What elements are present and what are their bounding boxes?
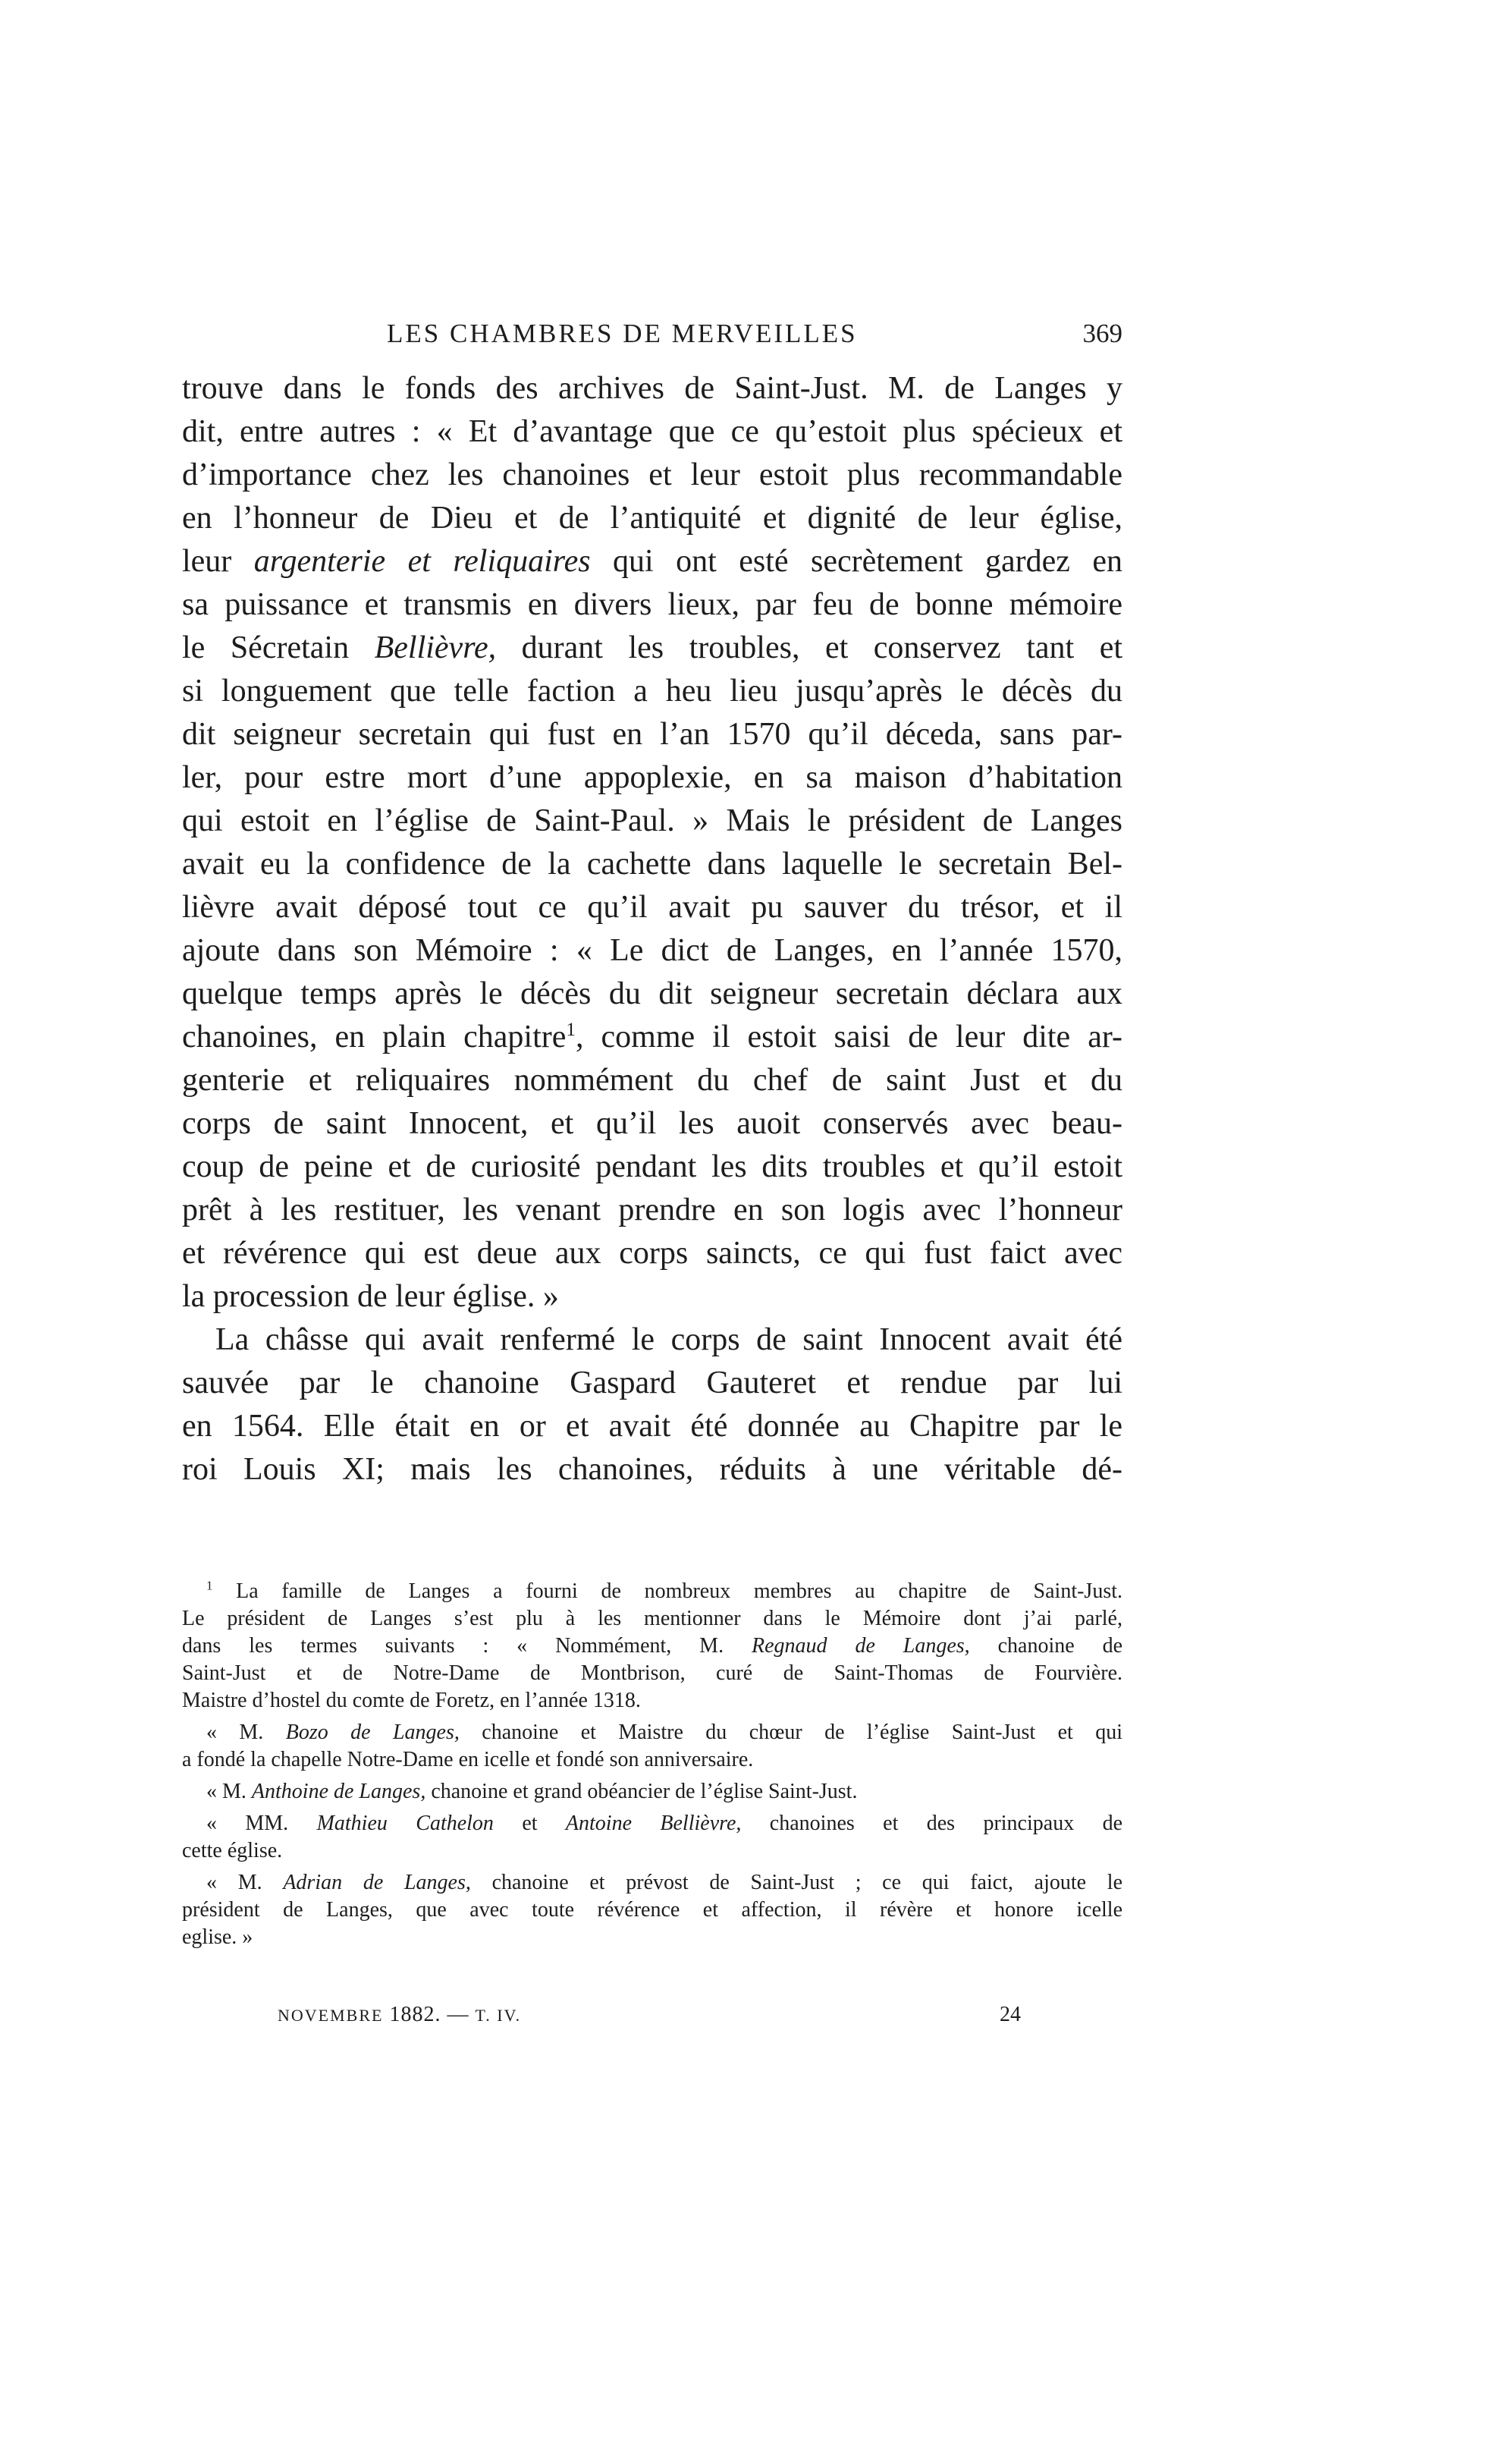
text-line: si longuement que telle faction a heu lieu jusqu’après le décès du [182,674,1122,709]
text-line: la procession de leur église. » [182,1279,559,1314]
text-fragment: « M. [206,1871,284,1894]
text-line: sa puissance et transmis en divers lieux, par feu de bonne mémoire [182,587,1122,622]
text-fragment: « M. [206,1721,286,1744]
text-fragment: chanoines et des principaux de [741,1812,1122,1835]
footnote-line [182,1869,1122,1897]
italic-name: Mathieu Cathelon [316,1812,494,1835]
text-fragment: chanoine de [969,1634,1122,1658]
text-line: ajoute dans son Mémoire : « Le dict de Langes, en l’année 1570, [182,933,1122,968]
italic-name: Regnaud de Langes, [752,1634,970,1658]
footnote-line [182,1810,1122,1837]
footnote-line [182,1578,1122,1605]
italic-phrase: argenterie et reliquaires [253,544,591,579]
text-fragment: qui ont esté secrètement gardez en [590,544,1122,579]
text-line: genterie et reliquaires nommément du chef de saint Just et du [182,1063,1122,1098]
text-line: lièvre avait déposé tout ce qu’il avait pu sauver du trésor, et il [182,890,1122,925]
page-number: 369 [1082,319,1122,348]
text-line: dit, entre autres : « Et d’avantage que ce qu’estoit plus spécieux et [182,414,1122,449]
text-fragment: leur [182,544,254,579]
signature-tome: T. IV. [475,2006,522,2025]
footnote-line: cette église. [182,1839,283,1862]
italic-name: Anthoine de Langes, [251,1780,426,1803]
footnote-line [182,1719,1122,1746]
footnotes [182,1578,1122,1951]
text-line: trouve dans le fonds des archives de Saint-Just. M. de Langes y [182,371,1122,406]
footnote-line [182,1778,1122,1806]
text-line: et révérence qui est deue aux corps saincts, ce qui fust faict avec [182,1236,1122,1271]
footnote-line [182,1633,1122,1660]
text-fragment: le Sécretain [182,630,375,665]
text-line: d’importance chez les chanoines et leur estoit plus recommandable [182,457,1122,492]
sheet-number: 24 [1000,2003,1021,2026]
running-title: LES CHAMBRES DE MERVEILLES [387,319,858,348]
text-fragment: durant les troubles, et conservez tant et [496,630,1122,665]
text-line [182,1016,1122,1059]
text-line [182,540,1122,583]
italic-name: Bellièvre, [374,630,497,665]
page-footer [182,2003,1122,2033]
italic-name: Antoine Bellièvre, [565,1812,742,1835]
text-fragment: et [493,1812,566,1835]
text-line: en l’honneur de Dieu et de l’antiquité et dignité de leur église, [182,501,1122,536]
text-fragment: chanoine et grand obéancier de l’église Saint-Just. [425,1780,858,1803]
text-fragment: « MM. [206,1812,317,1835]
italic-name: Bozo de Langes, [285,1721,460,1744]
italic-name: Adrian de Langes, [283,1871,471,1894]
signature-month: NOVEMBRE [278,2006,384,2025]
text-line: avait eu la confidence de la cachette dans laquelle le secretain Bel- [182,847,1122,882]
text-line: en 1564. Elle était en or et avait été donnée au Chapitre par le [182,1409,1122,1444]
text-line: corps de saint Innocent, et qu’il les auoit conservés avec beau- [182,1106,1122,1141]
text-fragment: chanoines, en plain chapitre [182,1020,567,1054]
text-line: qui estoit en l’église de Saint-Paul. » Mais le président de Langes [182,803,1122,838]
footnote-marker: 1 [566,1020,576,1040]
text-line: quelque temps après le décès du dit seigneur secretain déclara aux [182,976,1122,1011]
footnote-line: eglise. » [182,1925,253,1949]
text-line: ler, pour estre mort d’une appoplexie, en sa maison d’habitation [182,760,1122,795]
text-line: La châsse qui avait renfermé le corps de saint Innocent avait été [215,1322,1122,1357]
signature-year: 1882. — [383,2003,476,2026]
footnote-line: a fondé la chapelle Notre-Dame en icelle et fondé son anniversaire. [182,1748,754,1771]
text-fragment: chanoine et prévost de Saint-Just ; ce qui faict, ajoute le [470,1871,1122,1894]
footnote-line: Saint-Just et de Notre-Dame de Montbrison, curé de Saint-Thomas de Fourvière. [182,1661,1122,1685]
running-head [182,319,1122,357]
signature-line [278,2003,521,2027]
text-line: sauvée par le chanoine Gaspard Gauteret et rendue par lui [182,1366,1122,1400]
footnote-line: Maistre d’hostel du comte de Foretz, en l’année 1318. [182,1689,641,1712]
text-fragment: « M. [206,1780,252,1803]
text-fragment: , comme il estoit saisi de leur dite ar- [575,1020,1122,1054]
text-line: dit seigneur secretain qui fust en l’an 1570 qu’il déceda, sans par- [182,717,1122,752]
text-line: prêt à les restituer, les venant prendre en son logis avec l’honneur [182,1193,1122,1227]
footnote-line: Le président de Langes s’est plu à les mentionner dans le Mémoire dont j’ai parlé, [182,1607,1122,1630]
body-text [182,367,1122,1491]
footnote-number: 1 [206,1578,213,1593]
text-fragment: chanoine et Maistre du chœur de l’église Saint-Just et qui [459,1721,1122,1744]
book-page [182,0,1122,2464]
text-fragment: La famille de Langes a fourni de nombreux membres au chapitre de Saint-Just. [212,1579,1122,1603]
text-line: roi Louis XI; mais les chanoines, réduits à une véritable dé- [182,1452,1122,1487]
text-line: coup de peine et de curiosité pendant les dits troubles et qu’il estoit [182,1149,1122,1184]
text-line [182,627,1122,670]
text-fragment: dans les termes suivants : « Nommément, M. [182,1634,752,1658]
footnote-line: président de Langes, que avec toute révérence et affection, il révère et honore icelle [182,1898,1122,1922]
